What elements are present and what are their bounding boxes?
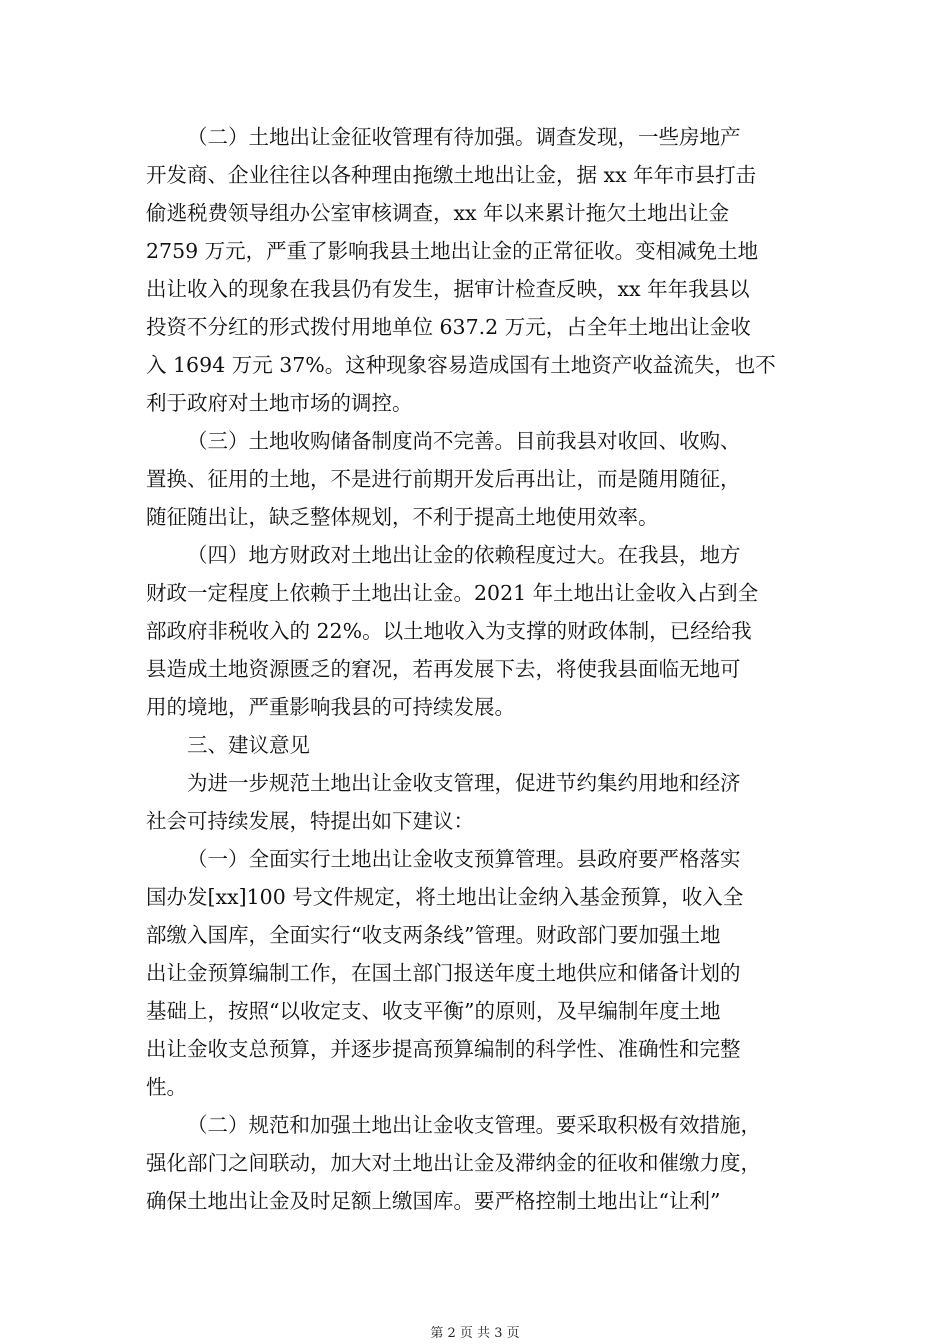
text-line: 用的境地，严重影响我县的可持续发展。 <box>146 695 515 719</box>
text-line: 强化部门之间联动，加大对土地出让金及滞纳金的征收和催缴力度， <box>146 1151 761 1175</box>
text-line: 确保土地出让金及时足额上缴国库。要严格控制土地出让“让利” <box>146 1189 721 1213</box>
page-number: 第 2 页 共 3 页 <box>430 1326 520 1341</box>
text-line: 部缴入国库，全面实行“收支两条线”管理。财政部门要加强土地 <box>146 923 721 947</box>
text-line: 性。 <box>146 1075 187 1099</box>
text-line: 出让金预算编制工作，在国土部门报送年度土地供应和储备计划的 <box>146 961 741 985</box>
text-line: 县造成土地资源匮乏的窘况，若再发展下去，将使我县面临无地可 <box>146 657 741 681</box>
text-line: 利于政府对土地市场的调控。 <box>146 391 413 415</box>
text-line: （二）规范和加强土地出让金收支管理。要采取积极有效措施， <box>187 1113 761 1137</box>
text-line: 投资不分红的形式拨付用地单位 637.2 万元，占全年土地出让金收 <box>146 315 751 339</box>
text-line: 2759 万元，严重了影响我县土地出让金的正常征收。变相减免土地 <box>146 239 759 263</box>
text-line: （三）土地收购储备制度尚不完善。目前我县对收回、收购、 <box>187 429 741 453</box>
text-line: 开发商、企业往往以各种理由拖缴土地出让金，据 xx 年年市县打击 <box>146 163 757 187</box>
text-line: 国办发[xx]100 号文件规定，将土地出让金纳入基金预算，收入全 <box>146 885 744 909</box>
text-line: 出让金收支总预算，并逐步提高预算编制的科学性、准确性和完整 <box>146 1037 741 1061</box>
text-line: 财政一定程度上依赖于土地出让金。2021 年土地出让金收入占到全 <box>146 581 759 605</box>
text-line: 部政府非税收入的 22%。以土地收入为支撑的财政体制，已经给我 <box>146 619 752 643</box>
text-line: 入 1694 万元 37%。这种现象容易造成国有土地资产收益流失，也不 <box>146 353 776 377</box>
text-line: （一）全面实行土地出让金收支预算管理。县政府要严格落实 <box>187 847 741 871</box>
text-line: 基础上，按照“以收定支、收支平衡”的原则，及早编制年度土地 <box>146 999 721 1023</box>
section-heading: 三、建议意见 <box>187 733 310 757</box>
text-line: 出让收入的现象在我县仍有发生，据审计检查反映，xx 年年我县以 <box>146 277 750 301</box>
text-line: 为进一步规范土地出让金收支管理，促进节约集约用地和经济 <box>187 771 741 795</box>
text-line: 偷逃税费领导组办公室审核调查，xx 年以来累计拖欠土地出让金 <box>146 201 730 225</box>
text-line: 社会可持续发展，特提出如下建议： <box>146 809 474 833</box>
text-line: 置换、征用的土地，不是进行前期开发后再出让，而是随用随征， <box>146 467 741 491</box>
text-line: （二）土地出让金征收管理有待加强。调查发现，一些房地产 <box>187 125 741 149</box>
text-line: （四）地方财政对土地出让金的依赖程度过大。在我县，地方 <box>187 543 741 567</box>
text-line: 随征随出让，缺乏整体规划，不利于提高土地使用效率。 <box>146 505 659 529</box>
document-body <box>146 118 810 1220</box>
